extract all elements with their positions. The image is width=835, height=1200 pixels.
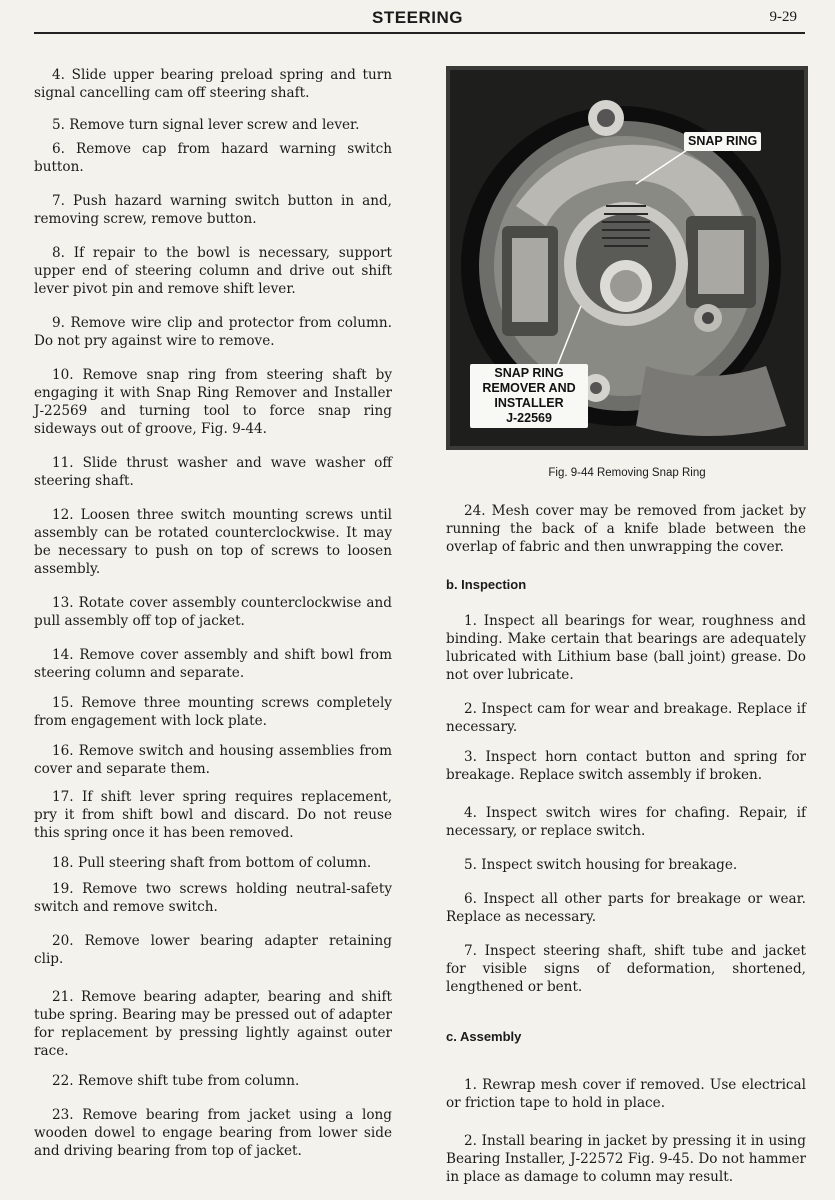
page-number: 9-29 <box>769 9 797 25</box>
step-4: 4. Slide upper bearing preload spring and turn signal cancelling cam off steering shaft. <box>34 67 392 101</box>
step-13: 13. Rotate cover assembly counterclockwise and pull assembly off top of jacket. <box>34 595 392 629</box>
step-21: 21. Remove bearing adapter, bearing and shift tube spring. Bearing may be pressed out of adapter for replacement by pressing lightly against outer race. <box>34 989 392 1059</box>
step-5: 5. Remove turn signal lever screw and lever. <box>52 117 360 133</box>
step-24: 24. Mesh cover may be removed from jacket by running the back of a knife blade between the overlap of fabric and then unwrapping the cover. <box>446 503 806 555</box>
step-22: 22. Remove shift tube from column. <box>52 1073 300 1089</box>
inspection-4: 4. Inspect switch wires for chafing. Repair, if necessary, or replace switch. <box>446 805 806 839</box>
inspection-7: 7. Inspect steering shaft, shift tube and jacket for visible signs of deformation, shortened, lengthened or bent. <box>446 943 806 995</box>
inspection-heading: b. Inspection <box>446 577 527 592</box>
step-10: 10. Remove snap ring from steering shaft by engaging it with Snap Ring Remover and Installer J-22569 and turning tool to force snap ring sideways out of groove, Fig. 9-44. <box>34 367 392 437</box>
label-tool-line3: INSTALLER <box>494 396 564 410</box>
page-header <box>0 0 835 36</box>
right-column <box>446 66 806 1186</box>
step-23: 23. Remove bearing from jacket using a long wooden dowel to engage bearing from lower side and driving bearing from top of jacket. <box>34 1107 392 1159</box>
step-20: 20. Remove lower bearing adapter retaining clip. <box>34 933 392 967</box>
step-11: 11. Slide thrust washer and wave washer off steering shaft. <box>34 455 392 489</box>
left-column <box>34 66 392 1160</box>
figure-caption: Fig. 9-44 Removing Snap Ring <box>548 467 706 479</box>
assembly-2: 2. Install bearing in jacket by pressing it in using Bearing Installer, J-22572 Fig. 9-45. Do not hammer in place as damage to column may result. <box>446 1133 806 1185</box>
step-14: 14. Remove cover assembly and shift bowl from steering column and separate. <box>34 647 392 681</box>
step-17: 17. If shift lever spring requires replacement, pry it from shift bowl and discard. Do not reuse this spring once it has been removed. <box>34 789 392 841</box>
assembly-heading: c. Assembly <box>446 1029 522 1044</box>
inspection-2: 2. Inspect cam for wear and breakage. Replace if necessary. <box>446 701 806 735</box>
figure-9-44 <box>446 66 808 486</box>
step-6: 6. Remove cap from hazard warning switch button. <box>34 141 392 175</box>
section-title: STEERING <box>372 8 463 27</box>
step-15: 15. Remove three mounting screws completely from engagement with lock plate. <box>34 695 392 729</box>
label-tool <box>470 364 588 428</box>
step-9: 9. Remove wire clip and protector from column. Do not pry against wire to remove. <box>34 315 392 349</box>
header-rule <box>34 32 805 34</box>
step-16: 16. Remove switch and housing assemblies from cover and separate them. <box>34 743 392 777</box>
assembly-1: 1. Rewrap mesh cover if removed. Use electrical or friction tape to hold in place. <box>446 1077 806 1111</box>
step-8: 8. If repair to the bowl is necessary, support upper end of steering column and drive out shift lever pivot pin and remove shift lever. <box>34 245 392 297</box>
step-12: 12. Loosen three switch mounting screws until assembly can be rotated counterclockwise. It may be necessary to push on top of screws to loosen assembly. <box>34 507 392 577</box>
inspection-3: 3. Inspect horn contact button and spring for breakage. Replace switch assembly if broken. <box>446 749 806 783</box>
inspection-1: 1. Inspect all bearings for wear, roughness and binding. Make certain that bearings are adequately lubricated with Lithium base (ball joint) grease. Do not over lubricate. <box>446 613 806 683</box>
inspection-5: 5. Inspect switch housing for breakage. <box>464 857 738 873</box>
label-snap-ring: SNAP RING <box>684 132 761 151</box>
label-tool-line4: J-22569 <box>506 411 552 425</box>
label-tool-line2: REMOVER AND <box>482 381 576 395</box>
step-18: 18. Pull steering shaft from bottom of column. <box>52 855 372 871</box>
step-19: 19. Remove two screws holding neutral-safety switch and remove switch. <box>34 881 392 915</box>
inspection-6: 6. Inspect all other parts for breakage or wear. Replace as necessary. <box>446 891 806 925</box>
label-tool-line1: SNAP RING <box>494 366 564 380</box>
step-7: 7. Push hazard warning switch button in and, removing screw, remove button. <box>34 193 392 227</box>
